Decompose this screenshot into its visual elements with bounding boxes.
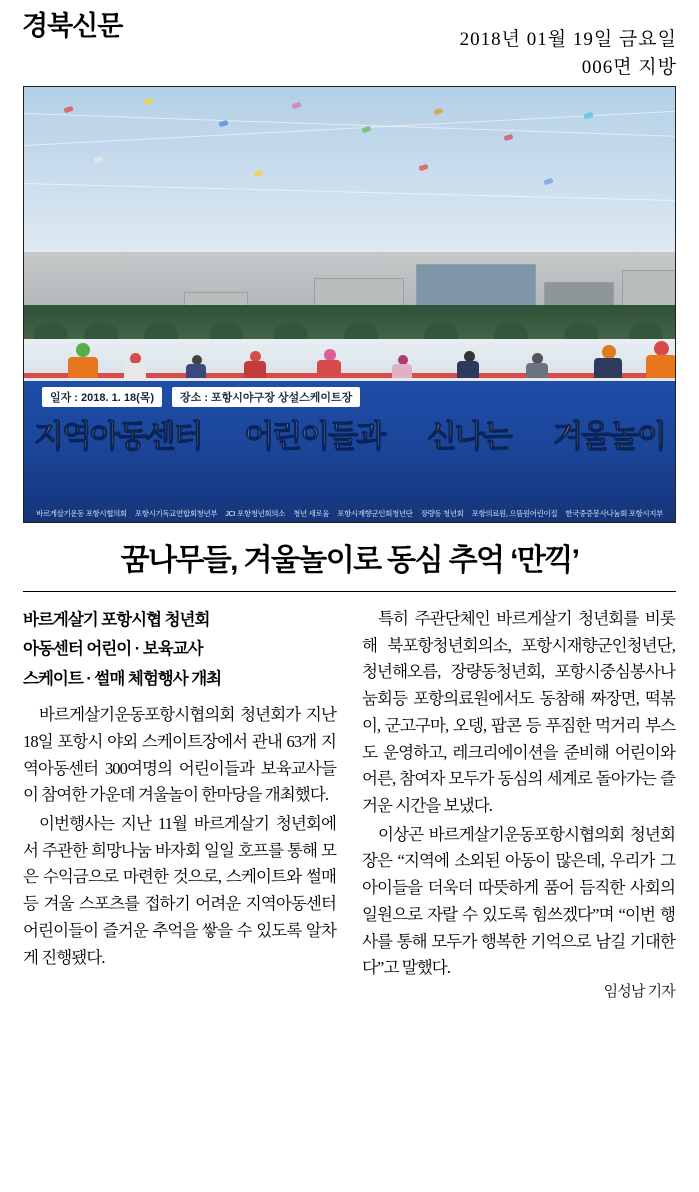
subhead-line-3: 스케이트 · 썰매 체험행사 개최 bbox=[23, 669, 222, 688]
headline-divider bbox=[23, 591, 676, 592]
banner-date-label: 일자 : 2018. 1. 18(목) bbox=[42, 387, 162, 407]
sponsor-name: 포항의료원, 으뜸원어린이집 bbox=[471, 509, 558, 518]
banner-sponsor-row bbox=[24, 508, 675, 519]
sponsor-name: 장량동 청년회 bbox=[420, 509, 464, 518]
paragraph: 이번행사는 지난 11월 바르게살기 청년회에서 주관한 희망나눔 바자회 일일 호프를 통해 모은 수익금으로 마련한 것으로, 스케이트와 썰매 등 겨울 스포츠를 접하기 어려운 지역아동센터 어린이들이 즐거운 추억을 쌓을 수 있도록 알차게 진행됐다. bbox=[23, 813, 336, 967]
article-byline: 임성남 기자 bbox=[603, 984, 675, 1001]
skater bbox=[76, 343, 90, 357]
sponsor-name: 청년 새로움 bbox=[293, 509, 330, 518]
paragraph: 바르게살기운동포항시협의회 청년회가 지난 18일 포항시 야외 스케이트장에서 관내 63개 지역아동센터 300여명의 어린이들과 보육교사들이 참여한 가운데 겨울놀이 한마당을 개최했다. bbox=[23, 705, 336, 805]
sponsor-name: 바르게살기운동 포항시협의회 bbox=[36, 509, 127, 518]
article-headline: 꿈나무들, 겨울놀이로 동심 추억 ‘만끽’ bbox=[120, 544, 579, 577]
paragraph: 특히 주관단체인 바르게살기 청년회를 비롯해 북포항청년회의소, 포항시재향군인청년단, 청년해오름, 장량동청년회, 포항시중심봉사나눔회등 포항의료원에서도 동참해 짜장면, 떡볶이, 군고구마, 오뎅, 팝콘 등 푸짐한 먹거리 부스도 운영하고, 레크리에이션을 준비해 어린이와 어른, 참여자 모두가 동심의 세계로 돌아가는 즐거운 시간을 보냈다. bbox=[362, 609, 675, 816]
newspaper-title: 경북신문 bbox=[22, 11, 123, 41]
skater bbox=[602, 345, 616, 359]
banner-headline-part-3: 신나는 bbox=[426, 419, 511, 455]
banner-headline-part-4: 겨울놀이 bbox=[553, 419, 665, 455]
publication-meta bbox=[460, 10, 677, 81]
banner-headline-part-2: 어린이들과 bbox=[244, 419, 385, 455]
skater bbox=[654, 341, 669, 356]
event-banner bbox=[24, 378, 675, 522]
article-photo bbox=[23, 86, 676, 523]
sponsor-name: 한국중증봉사나눔회 포항시지부 bbox=[565, 509, 663, 518]
sponsor-name: 포항시기독교연합회청년부 bbox=[134, 509, 218, 518]
article-subhead bbox=[23, 606, 336, 694]
sponsor-name: 포항시재향군인회청년단 bbox=[337, 509, 413, 518]
column-left bbox=[23, 606, 336, 1001]
page-number: 006면 지방 bbox=[581, 56, 677, 78]
masthead bbox=[22, 10, 677, 86]
publication-date: 2018년 01월 19일 금요일 bbox=[459, 29, 677, 50]
column-right bbox=[362, 606, 675, 1001]
banner-headline bbox=[24, 411, 675, 456]
subhead-line-2: 아동센터 어린이 · 보육교사 bbox=[23, 640, 203, 659]
banner-info-row bbox=[24, 381, 675, 407]
banner-headline-part-1: 지역아동센터 bbox=[34, 419, 202, 455]
article-body bbox=[23, 606, 676, 1001]
sponsor-name: JCI 포항청년회의소 bbox=[225, 509, 285, 518]
subhead-line-1: 바르게살기 포항시협 청년회 bbox=[23, 611, 210, 629]
banner-place-label: 장소 : 포항시야구장 상설스케이트장 bbox=[172, 387, 360, 407]
paragraph: 이상곤 바르게살기운동포항시협의회 청년회장은 “지역에 소외된 아동이 많은데, 우리가 그 아이들을 더욱더 따뜻하게 품어 듬직한 사회의 일원으로 자랄 수 있도록 힘쓰겠다”며 “이번 행사를 통해 모두가 행복한 기억으로 남길 기대한다”고 말했다. bbox=[362, 824, 675, 978]
